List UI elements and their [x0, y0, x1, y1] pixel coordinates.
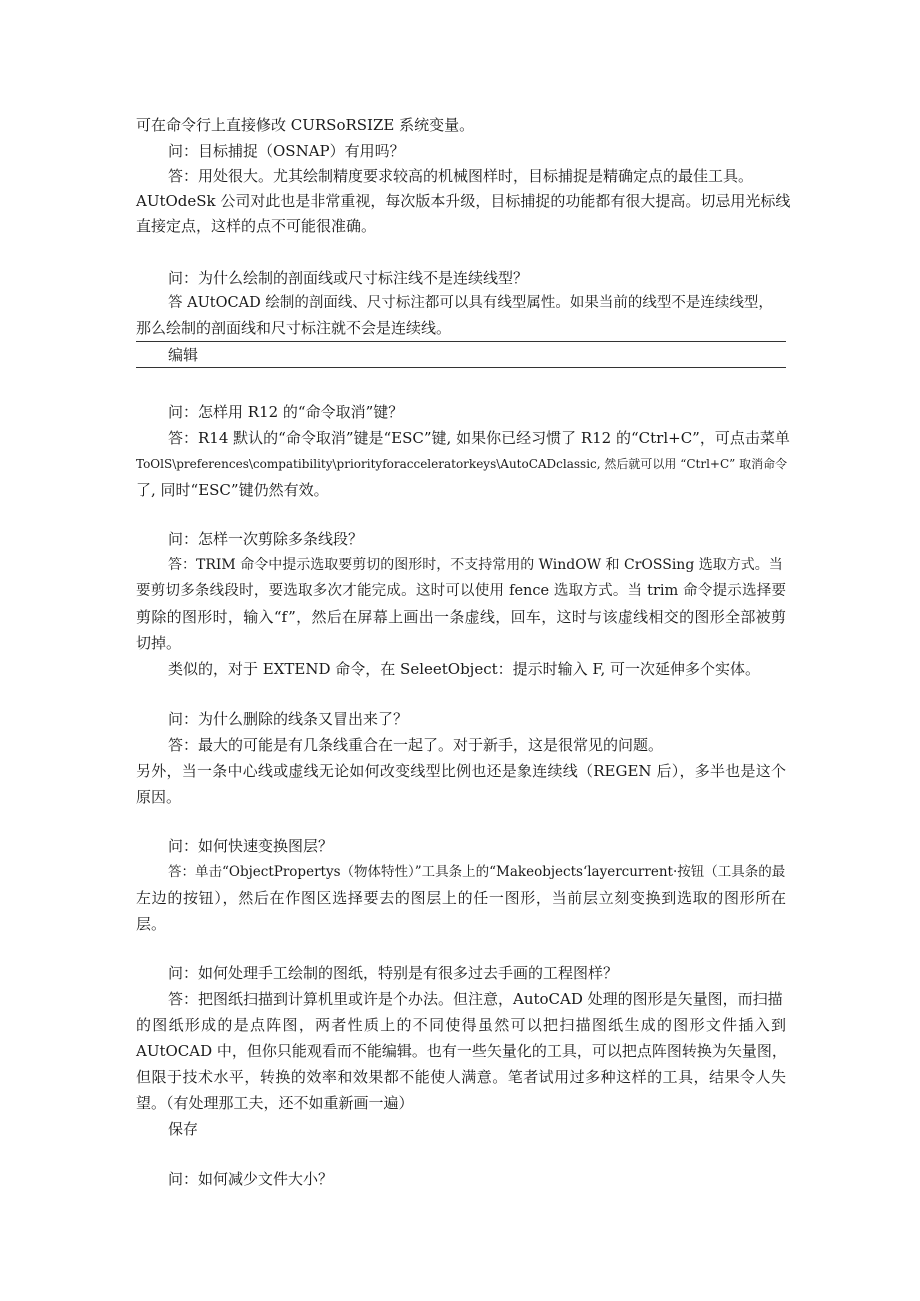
answer-line: 答：单击“ObjectPropertys（物体特性）”工具条上的“Makeobjects‘layercurrent·按钮（工具条的最: [168, 864, 786, 880]
paragraph-line: 层。: [136, 915, 167, 933]
paragraph-line: AUtOdeSk 公司对此也是非常重视，每次版本升级，目标捕捉的功能都有很大提高。切忌用光标线: [136, 192, 791, 210]
paragraph-line: 但限于技术水平，转换的效率和效果都不能使人满意。笔者试用过多种这样的工具，结果令人失: [136, 1068, 786, 1086]
paragraph-line: 的图纸形成的是点阵图，两者性质上的不同使得虽然可以把扫描图纸生成的图形文件插入到: [136, 1016, 786, 1034]
paragraph-line: 剪除的图形时，输入“f”，然后在屏幕上画出一条虚线，回车，这时与该虚线相交的图形全部被剪: [136, 608, 786, 626]
paragraph-line: 左边的按钮），然后在作图区选择要去的图层上的任一图形，当前层立刻变换到选取的图形所在: [136, 889, 786, 907]
answer-line: 答：R14 默认的“命令取消”键是“ESC”键, 如果你已经习惯了 R12 的“Ctrl+C”，可点击菜单: [168, 429, 790, 447]
answer-line: 答：TRIM 命令中提示选取要剪切的图形时，不支持常用的 WindOW 和 CrOSSing 选取方式。当: [168, 557, 783, 573]
paragraph-line: 原因。: [136, 788, 182, 806]
paragraph-line: 直接定点，这样的点不可能很准确。: [136, 217, 377, 235]
paragraph-line: 了, 同时“ESC”键仍然有效。: [136, 481, 329, 499]
paragraph-line: 类似的，对于 EXTEND 命令，在 SeleetObject：提示时输入 F, 可一次延伸多个实体。: [168, 660, 761, 678]
section-rule-bottom: [136, 367, 786, 368]
paragraph-line: 切掉。: [136, 634, 182, 652]
question-line: 问：如何减少文件大小？: [168, 1170, 334, 1188]
question-line: 问：怎样用 R12 的“命令取消”键？: [168, 403, 404, 421]
question-line: 问：如何处理手工绘制的图纸，特别是有很多过去手画的工程图样？: [168, 964, 619, 982]
question-line: 问：为什么绘制的剖面线或尺寸标注线不是连续线型？: [168, 269, 529, 287]
answer-line: 答：把图纸扫描到计算机里或许是个办法。但注意，AutoCAD 处理的图形是矢量图，而扫描: [168, 990, 783, 1008]
paragraph-line: 另外，当一条中心线或虚线无论如何改变线型比例也还是象连续线（REGEN 后），多半也是这个: [136, 762, 786, 780]
question-line: 问：为什么删除的线条又冒出来了？: [168, 710, 409, 728]
section-rule-top: [136, 341, 786, 342]
section-heading: 保存: [168, 1120, 199, 1138]
question-line: 问：怎样一次剪除多条线段？: [168, 530, 364, 548]
question-line: 问：如何快速变换图层？: [168, 837, 334, 855]
answer-line: 答：最大的可能是有几条线重合在一起了。对于新手，这是很常见的问题。: [168, 736, 664, 754]
question-line: 问：目标捕捉（OSNAP）有用吗？: [168, 142, 405, 160]
paragraph-line: 可在命令行上直接修改 CURSoRSIZE 系统变量。: [136, 116, 475, 134]
answer-line: 答：用处很大。尤其绘制精度要求较高的机械图样时，目标捕捉是精确定点的最佳工具。: [168, 167, 754, 185]
answer-line: 答 AUtOCAD 绘制的剖面线、尺寸标注都可以具有线型属性。如果当前的线型不是连续线型，: [168, 295, 773, 311]
paragraph-line: 要剪切多条线段时，要选取多次才能完成。这时可以使用 fence 选取方式。当 trim 命令提示选择要: [136, 583, 786, 599]
paragraph-line: ToOlS\preferences\compatibility\priorityforacceleratorkeys\AutoCADclassic, 然后就可以用 “Ctrl+C” 取消命令: [136, 457, 788, 471]
paragraph-line: 望。（有处理那工夫，还不如重新画一遍）: [136, 1094, 414, 1112]
section-heading: 编辑: [168, 346, 199, 364]
paragraph-line: AUtOCAD 中，但你只能观看而不能编辑。也有一些矢量化的工具，可以把点阵图转换为矢量图，: [136, 1042, 787, 1060]
paragraph-line: 那么绘制的剖面线和尺寸标注就不会是连续线。: [136, 319, 452, 337]
